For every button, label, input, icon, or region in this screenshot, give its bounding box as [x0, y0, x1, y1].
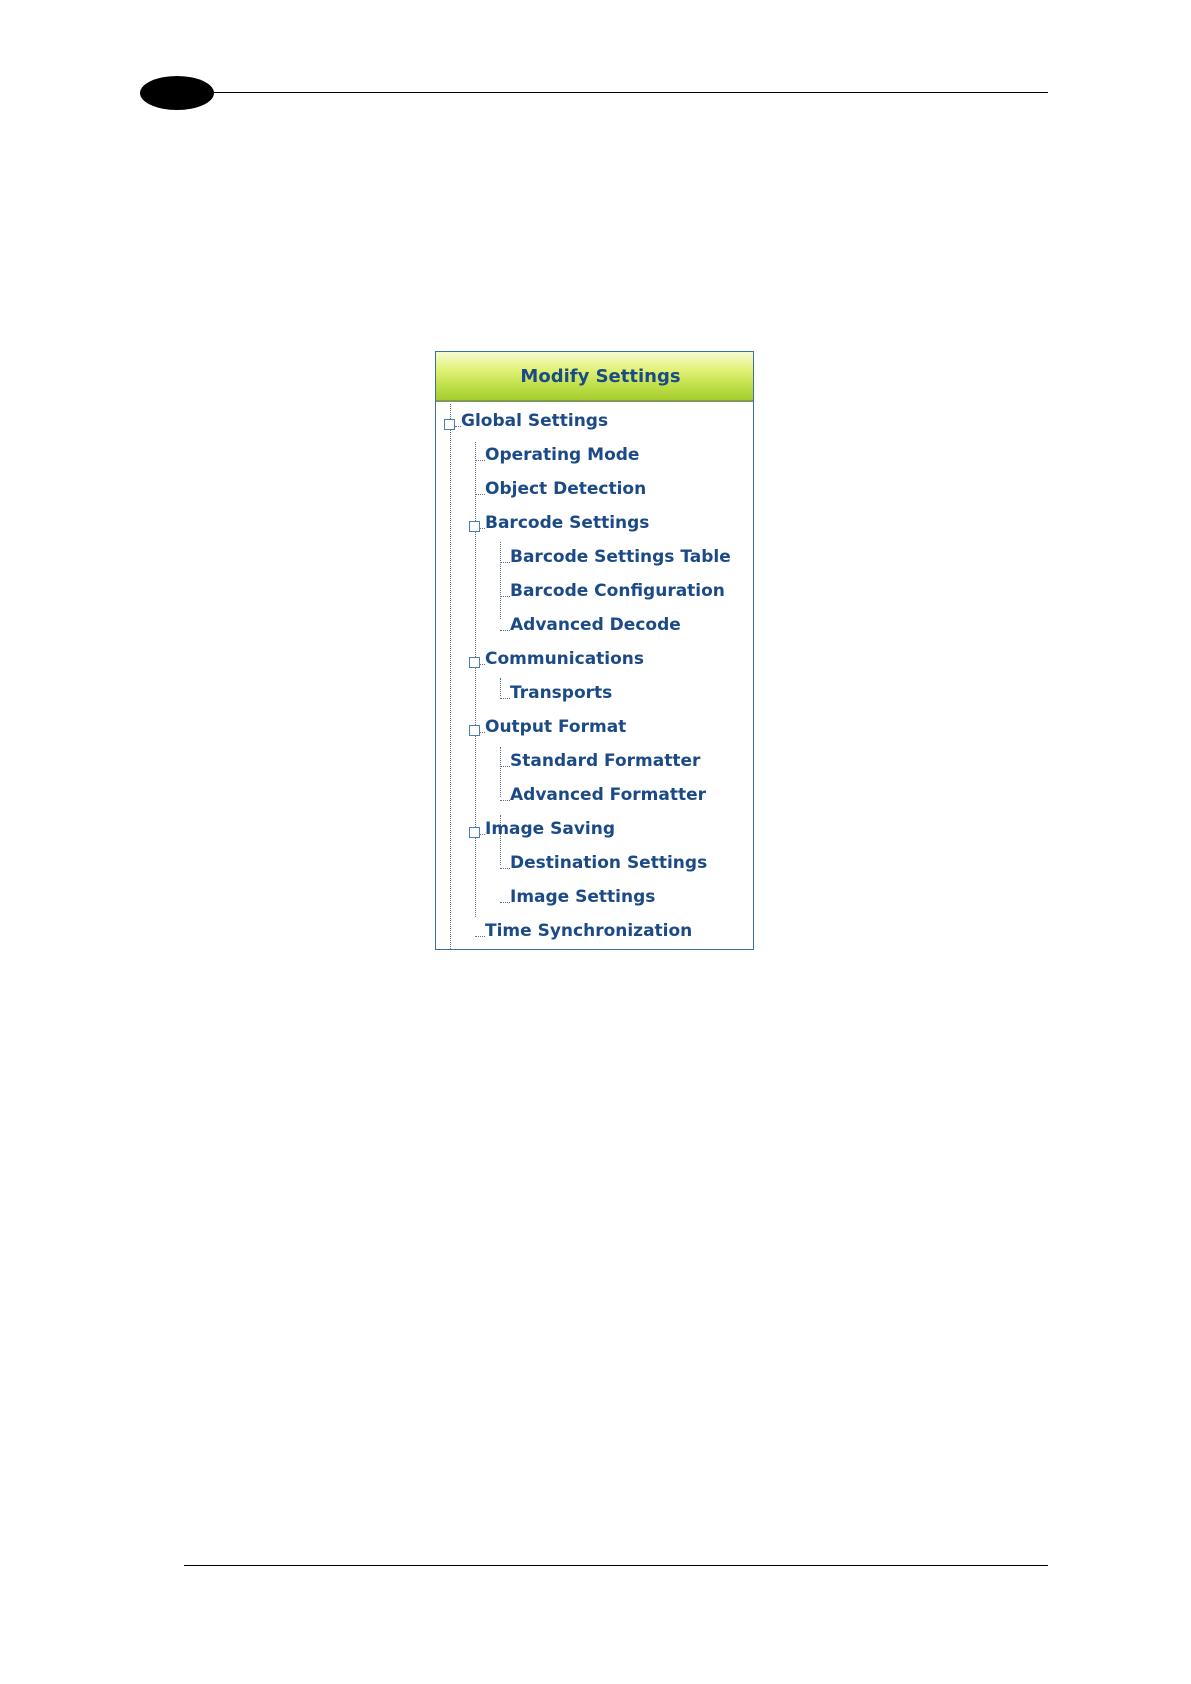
tree-connector	[500, 902, 510, 903]
tree-node-transports[interactable]	[500, 676, 612, 710]
tree-label: Advanced Formatter	[510, 785, 707, 805]
tree-node-output-format[interactable]	[469, 710, 626, 744]
tree-connector	[475, 936, 485, 937]
tree-connector	[500, 596, 510, 597]
panel-title: Modify Settings	[520, 365, 681, 387]
tree-node-barcode-settings[interactable]	[469, 506, 649, 540]
tree-connector	[500, 800, 510, 801]
tree-node-advanced-formatter[interactable]	[500, 778, 706, 812]
expand-toggle-icon[interactable]	[469, 521, 480, 532]
tree-label: Operating Mode	[485, 445, 640, 465]
expand-toggle-icon[interactable]	[469, 657, 480, 668]
tree-label: Output Format	[485, 717, 627, 737]
tree-label: Transports	[510, 683, 613, 703]
tree-connector	[500, 766, 510, 767]
tree-node-barcode-settings-table[interactable]	[500, 540, 731, 574]
tree-node-advanced-decode[interactable]	[500, 608, 681, 642]
tree-connector	[475, 494, 485, 495]
tree-label: Destination Settings	[510, 853, 708, 873]
tree-node-communications[interactable]	[469, 642, 644, 676]
tree-node-operating-mode[interactable]	[475, 438, 639, 472]
tree-node-image-settings[interactable]	[500, 880, 655, 914]
tree-connector	[500, 868, 510, 869]
tree-guide-root	[450, 404, 451, 949]
tree-node-standard-formatter[interactable]	[500, 744, 700, 778]
tree-label: Time Synchronization	[485, 921, 693, 941]
expand-toggle-icon[interactable]	[469, 827, 480, 838]
tree-label: Barcode Configuration	[510, 581, 725, 601]
tree-label: Object Detection	[485, 479, 647, 499]
tree-label: Image Settings	[510, 887, 656, 907]
tree-connector	[500, 630, 510, 631]
tree-node-time-synchronization[interactable]	[475, 914, 692, 948]
tree-node-global-settings[interactable]	[444, 404, 608, 438]
panel-header	[436, 352, 753, 402]
tree-node-object-detection[interactable]	[475, 472, 646, 506]
tree-label: Global Settings	[461, 411, 609, 431]
chapter-tab	[140, 76, 214, 110]
modify-settings-panel	[435, 351, 754, 950]
expand-toggle-icon[interactable]	[444, 419, 455, 430]
tree-node-destination-settings[interactable]	[500, 846, 707, 880]
tree-label: Barcode Settings	[485, 513, 650, 533]
tree-label: Barcode Settings Table	[510, 547, 731, 567]
tree-connector	[500, 698, 510, 699]
footer-rule	[184, 1565, 1048, 1566]
tree-node-barcode-configuration[interactable]	[500, 574, 725, 608]
expand-toggle-icon[interactable]	[469, 725, 480, 736]
tree-label: Standard Formatter	[510, 751, 701, 771]
tree-label: Image Saving	[485, 819, 616, 839]
tree-label: Advanced Decode	[510, 615, 681, 635]
header-rule	[200, 92, 1048, 93]
tree-connector	[500, 562, 510, 563]
tree-connector	[475, 460, 485, 461]
tree-node-image-saving[interactable]	[469, 812, 615, 846]
tree-label: Communications	[485, 649, 645, 669]
